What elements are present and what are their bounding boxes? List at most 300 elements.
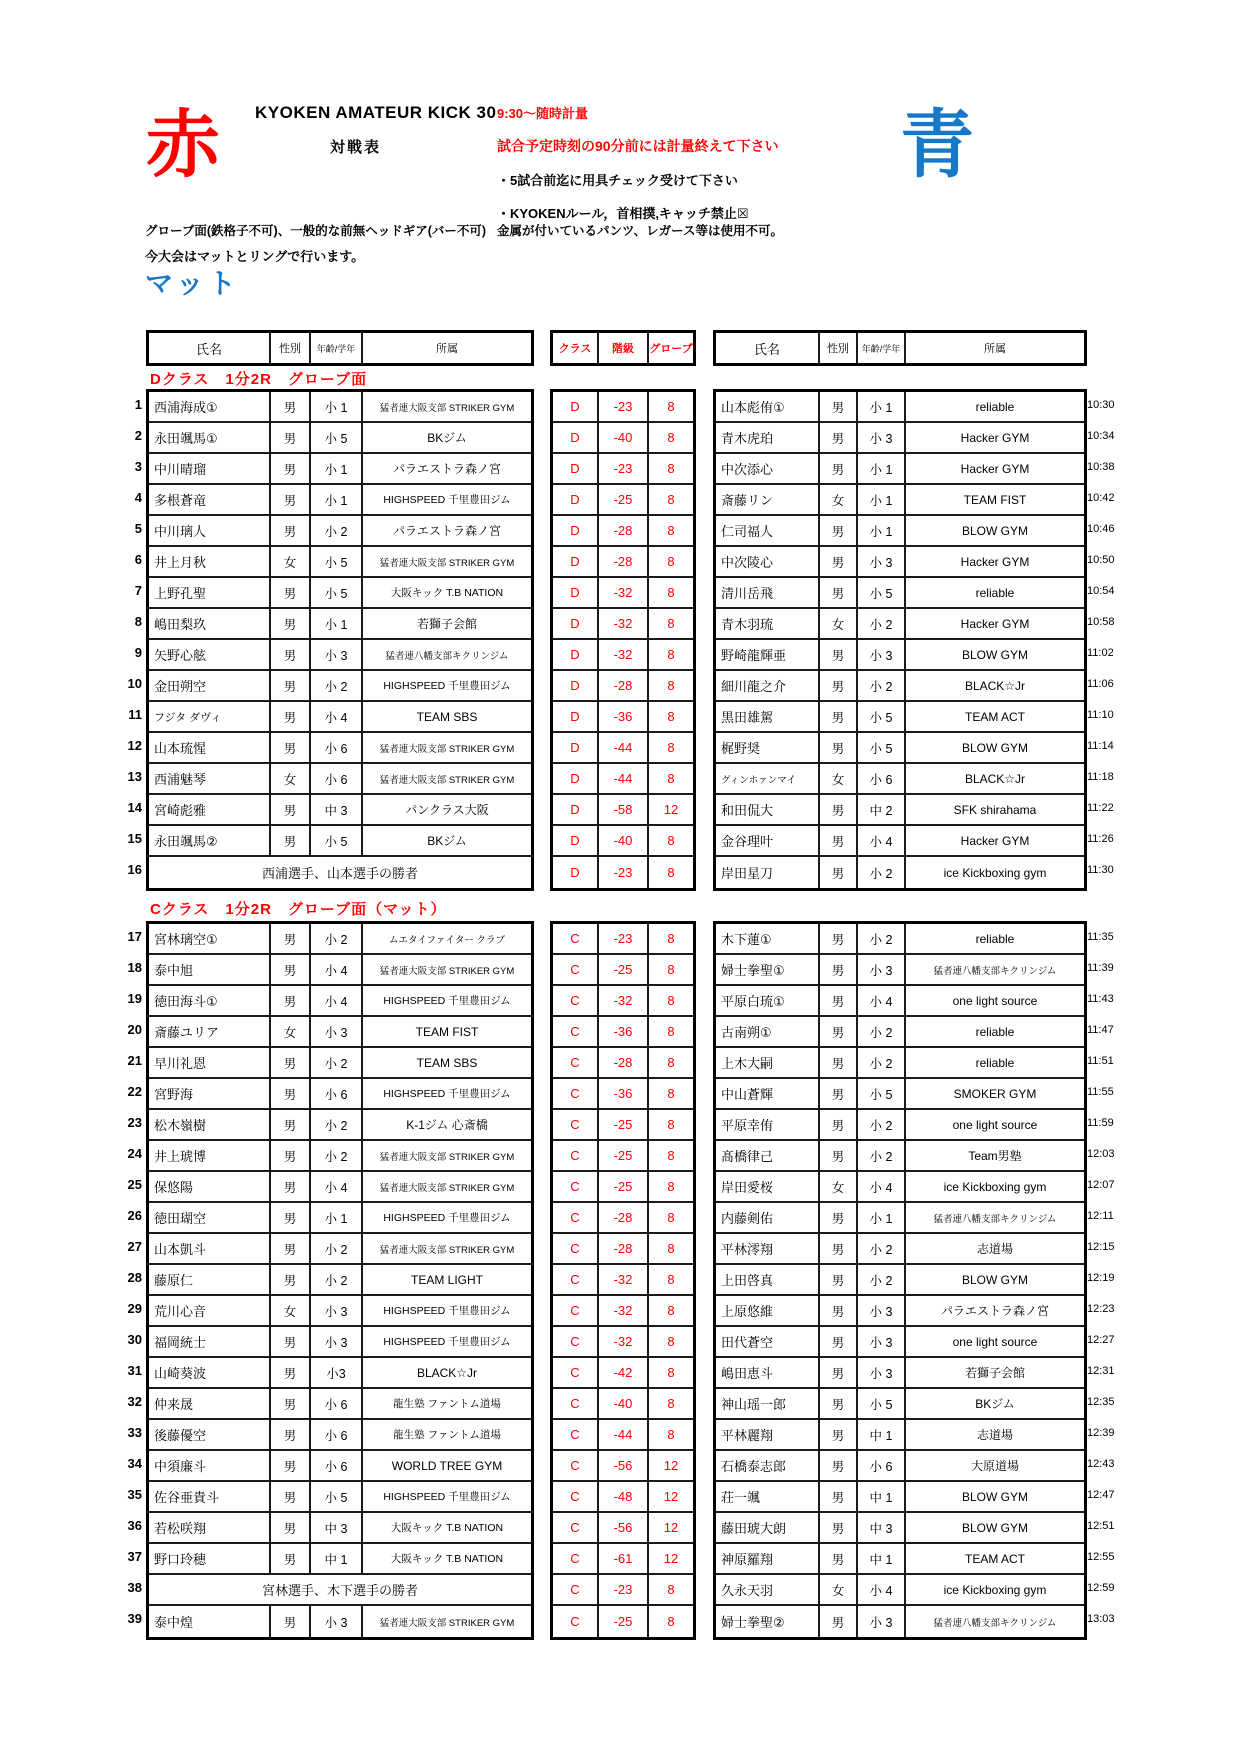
red-fighter-team: HIGHSPEED 千里豊田ジム <box>383 995 511 1007</box>
red-fighter-age: 小 6 <box>311 1389 363 1418</box>
red-fighter-gender: 男 <box>271 640 311 669</box>
blue-fighter-name: グィンホァンマイ <box>716 764 820 793</box>
match-time: 10:58 <box>1087 615 1115 628</box>
blue-fighter-name: 黒田雄駕 <box>716 702 820 731</box>
red-fighter-age: 小 3 <box>311 1017 363 1046</box>
match-class: D <box>553 423 599 452</box>
red-fighter-name: 泰中旭 <box>149 955 271 984</box>
match-class: C <box>553 1606 599 1637</box>
match-weight: -40 <box>599 423 649 452</box>
class-row <box>553 924 693 955</box>
event-subtitle: 対戦表 <box>330 139 382 156</box>
blue-fighter-age: 小 2 <box>858 1017 906 1046</box>
match-class: D <box>553 516 599 545</box>
red-fighter-team: 猛者連大阪支部 STRIKER GYM <box>379 557 515 569</box>
blue-fighter-gender: 男 <box>820 1389 858 1418</box>
red-corner-row <box>149 1048 531 1079</box>
match-glove: 12 <box>663 1458 679 1473</box>
match-time: 10:30 <box>1087 398 1115 411</box>
red-fighter-team: TEAM FIST <box>415 1024 479 1039</box>
class-row <box>553 1079 693 1110</box>
blue-corner-row <box>716 1141 1084 1172</box>
match-time: 12:43 <box>1087 1457 1115 1470</box>
red-fighter-age: 小 1 <box>311 392 363 421</box>
red-fighter-gender: 男 <box>271 1110 311 1139</box>
blue-fighter-name: 荘一颯 <box>716 1482 820 1511</box>
match-time: 11:43 <box>1087 992 1114 1005</box>
blue-fighter-gender: 女 <box>820 764 858 793</box>
blue-fighter-team: BLOW GYM <box>961 1272 1028 1287</box>
blue-fighter-name: 上原悠維 <box>716 1296 820 1325</box>
red-corner-row <box>149 1389 531 1420</box>
blue-fighter-team: 志道場 <box>976 1242 1013 1256</box>
blue-fighter-age: 小 5 <box>858 1079 906 1108</box>
blue-fighter-age: 小 3 <box>858 1327 906 1356</box>
red-fighter-gender: 男 <box>271 392 311 421</box>
match-glove: 8 <box>667 771 675 786</box>
red-fighter-age: 小 2 <box>311 1048 363 1077</box>
red-fighter-name: 中川晴瑠 <box>149 454 271 483</box>
match-class: D <box>553 485 599 514</box>
match-time: 12:11 <box>1087 1209 1114 1222</box>
class-table <box>550 389 696 891</box>
match-number: 26 <box>127 1208 142 1223</box>
match-number: 15 <box>127 831 142 846</box>
match-number: 35 <box>127 1487 142 1502</box>
red-fighter-team: 龍生塾 ファントム道場 <box>393 1398 501 1410</box>
blue-fighter-team: one light source <box>952 1334 1038 1349</box>
blue-fighter-team: 猛者連八幡支部キクリンジム <box>933 1617 1057 1629</box>
match-number: 36 <box>127 1518 142 1533</box>
match-class: C <box>553 1234 599 1263</box>
red-fighter-team: 大阪キック T.B NATION <box>390 1522 504 1534</box>
match-class: C <box>553 1451 599 1480</box>
blue-fighter-gender: 男 <box>820 1265 858 1294</box>
header-red-name: 氏名 <box>149 333 271 363</box>
match-number: 29 <box>127 1301 142 1316</box>
red-fighter-age: 小 4 <box>311 1172 363 1201</box>
blue-fighter-age: 小 5 <box>858 1389 906 1418</box>
red-fighter-name: 中川璃人 <box>149 516 271 545</box>
match-weight: -58 <box>599 795 649 824</box>
blue-fighter-gender: 男 <box>820 671 858 700</box>
red-corner-row <box>149 1575 531 1606</box>
match-number: 14 <box>127 800 142 815</box>
class-row <box>553 454 693 485</box>
match-glove: 8 <box>667 1055 675 1070</box>
blue-fighter-age: 小 2 <box>858 1141 906 1170</box>
red-fighter-gender: 男 <box>271 986 311 1015</box>
red-fighter-name: 佐谷亜貴斗 <box>149 1482 271 1511</box>
match-weight: -32 <box>599 1265 649 1294</box>
match-number: 28 <box>127 1270 142 1285</box>
row-number-column <box>110 389 142 885</box>
match-class: D <box>553 640 599 669</box>
header-row <box>716 333 1084 363</box>
match-glove: 8 <box>667 585 675 600</box>
red-fighter-name: 井上月秋 <box>149 547 271 576</box>
red-fighter-age: 小 2 <box>311 924 363 953</box>
blue-corner-row <box>716 485 1084 516</box>
blue-corner-row <box>716 795 1084 826</box>
blue-fighter-name: 中山蒼輝 <box>716 1079 820 1108</box>
red-corner-row <box>149 1203 531 1234</box>
match-class: C <box>553 1482 599 1511</box>
match-class: C <box>553 1141 599 1170</box>
match-number: 2 <box>134 428 142 443</box>
blue-fighter-team: Team男塾 <box>968 1149 1022 1163</box>
red-corner-row <box>149 454 531 485</box>
red-corner-row <box>149 702 531 733</box>
red-corner-row <box>149 1544 531 1575</box>
red-fighter-team: 猛者連八幡支部キクリンジム <box>385 650 509 662</box>
blue-fighter-name: 梶野奨 <box>716 733 820 762</box>
class-row <box>553 1451 693 1482</box>
red-fighter-name: 宮崎彪雅 <box>149 795 271 824</box>
red-fighter-age: 小 5 <box>311 547 363 576</box>
match-time: 12:35 <box>1087 1395 1115 1408</box>
blue-fighter-team: パラエストラ森ノ宮 <box>940 1304 1049 1318</box>
red-fighter-team: 猛者連大阪支部 STRIKER GYM <box>379 774 515 786</box>
blue-fighter-age: 小 1 <box>858 485 906 514</box>
red-corner-row <box>149 671 531 702</box>
match-weight: -32 <box>599 1327 649 1356</box>
red-fighter-name: 保悠陽 <box>149 1172 271 1201</box>
class-row <box>553 733 693 764</box>
red-corner-row <box>149 764 531 795</box>
blue-fighter-gender: 男 <box>820 826 858 855</box>
red-fighter-name: 宮野海 <box>149 1079 271 1108</box>
blue-fighter-age: 中 1 <box>858 1482 906 1511</box>
match-class: C <box>553 1203 599 1232</box>
match-number: 22 <box>127 1084 142 1099</box>
red-fighter-age: 小 6 <box>311 1451 363 1480</box>
blue-fighter-team: TEAM FIST <box>963 492 1027 507</box>
blue-corner-row <box>716 924 1084 955</box>
blue-fighter-team: BLOW GYM <box>961 1520 1028 1535</box>
blue-fighter-gender: 男 <box>820 1482 858 1511</box>
red-corner-row <box>149 609 531 640</box>
blue-fighter-team: reliable <box>975 931 1015 946</box>
blue-corner-row <box>716 1048 1084 1079</box>
match-glove: 8 <box>667 1117 675 1132</box>
blue-fighter-team: BLOW GYM <box>961 647 1028 662</box>
match-time: 12:59 <box>1087 1581 1115 1594</box>
match-weight: -25 <box>599 1172 649 1201</box>
blue-fighter-name: 岸田愛桜 <box>716 1172 820 1201</box>
blue-fighter-name: 内藤剣佑 <box>716 1203 820 1232</box>
match-weight: -32 <box>599 986 649 1015</box>
red-fighter-age: 小 1 <box>311 454 363 483</box>
match-weight: -28 <box>599 671 649 700</box>
red-corner-row <box>149 392 531 423</box>
class-row <box>553 547 693 578</box>
time-column <box>1087 389 1115 885</box>
blue-table-header <box>713 330 1087 366</box>
class-row <box>553 1017 693 1048</box>
blue-fighter-age: 中 1 <box>858 1420 906 1449</box>
match-number: 17 <box>127 929 142 944</box>
red-fighter-gender: 男 <box>271 1544 311 1573</box>
red-fighter-gender: 男 <box>271 1234 311 1263</box>
blue-fighter-name: 上田啓真 <box>716 1265 820 1294</box>
match-weight: -25 <box>599 955 649 984</box>
blue-fighter-name: 平林澪翔 <box>716 1234 820 1263</box>
red-fighter-age: 中 3 <box>311 1513 363 1542</box>
red-fighter-team: パンクラス大阪 <box>405 803 489 817</box>
match-time: 12:31 <box>1087 1364 1115 1377</box>
red-table <box>146 389 534 891</box>
blue-corner-row <box>716 1265 1084 1296</box>
match-time: 11:39 <box>1087 961 1114 974</box>
blue-fighter-gender: 男 <box>820 1451 858 1480</box>
match-class: C <box>553 1389 599 1418</box>
blue-corner-row <box>716 423 1084 454</box>
red-fighter-name: 宮林璃空① <box>149 924 271 953</box>
match-class: D <box>553 454 599 483</box>
match-weight: -44 <box>599 733 649 762</box>
class-row <box>553 826 693 857</box>
blue-fighter-team: ice Kickboxing gym <box>943 865 1047 880</box>
match-glove: 8 <box>667 1365 675 1380</box>
red-fighter-name: 斎藤ユリア <box>149 1017 271 1046</box>
match-weight: -40 <box>599 826 649 855</box>
blue-fighter-age: 小 3 <box>858 640 906 669</box>
blue-corner-row <box>716 1420 1084 1451</box>
class-row <box>553 1203 693 1234</box>
weigh-in-deadline-note: 試合予定時刻の90分前には計量終えて下さい <box>497 138 779 154</box>
blue-fighter-age: 小 5 <box>858 702 906 731</box>
blue-fighter-name: 中次陵心 <box>716 547 820 576</box>
red-fighter-gender: 男 <box>271 1172 311 1201</box>
match-time: 13:03 <box>1087 1612 1115 1625</box>
red-fighter-team: BKジム <box>427 431 467 445</box>
blue-corner-row <box>716 1544 1084 1575</box>
red-corner-row <box>149 1420 531 1451</box>
match-weight: -28 <box>599 547 649 576</box>
red-fighter-gender: 男 <box>271 1079 311 1108</box>
match-number: 16 <box>127 862 142 877</box>
red-corner-row <box>149 1513 531 1544</box>
red-fighter-name: 若松咲翔 <box>149 1513 271 1542</box>
red-corner-row <box>149 1296 531 1327</box>
red-fighter-age: 小 6 <box>311 764 363 793</box>
blue-corner-row <box>716 1358 1084 1389</box>
blue-fighter-age: 中 2 <box>858 795 906 824</box>
red-fighter-age: 小 4 <box>311 702 363 731</box>
blue-fighter-age: 小 4 <box>858 986 906 1015</box>
match-time: 11:30 <box>1087 863 1114 876</box>
match-time: 10:42 <box>1087 491 1115 504</box>
blue-fighter-name: 藤田琥大朗 <box>716 1513 820 1542</box>
match-glove: 8 <box>667 1303 675 1318</box>
red-fighter-age: 小 2 <box>311 1110 363 1139</box>
red-fighter-age: 小 6 <box>311 1079 363 1108</box>
blue-fighter-gender: 男 <box>820 702 858 731</box>
red-corner-row <box>149 547 531 578</box>
blue-fighter-team: Hacker GYM <box>960 430 1030 445</box>
blue-fighter-team: 猛者連八幡支部キクリンジム <box>933 965 1057 977</box>
red-fighter-team: 猛者連大阪支部 STRIKER GYM <box>379 1151 515 1163</box>
blue-fighter-gender: 男 <box>820 857 858 888</box>
match-class: C <box>553 1327 599 1356</box>
rules-note: ・KYOKENルール，首相撲,キャッチ禁止☒ <box>497 206 749 221</box>
red-fighter-gender: 男 <box>271 578 311 607</box>
match-glove: 8 <box>667 1241 675 1256</box>
class-row <box>553 609 693 640</box>
blue-fighter-age: 小 2 <box>858 609 906 638</box>
red-corner-row <box>149 485 531 516</box>
red-fighter-name: 西浦海成① <box>149 392 271 421</box>
match-glove: 8 <box>667 962 675 977</box>
match-glove: 8 <box>667 554 675 569</box>
blue-fighter-team: 猛者連八幡支部キクリンジム <box>933 1213 1057 1225</box>
red-fighter-name: 徳田瑚空 <box>149 1203 271 1232</box>
red-table <box>146 921 534 1640</box>
red-fighter-name: 上野孔聖 <box>149 578 271 607</box>
match-glove: 8 <box>667 1396 675 1411</box>
match-glove: 8 <box>667 1148 675 1163</box>
red-fighter-name: 山本琉惺 <box>149 733 271 762</box>
red-corner-row <box>149 733 531 764</box>
red-fighter-age: 中 3 <box>311 795 363 824</box>
blue-fighter-team: BLOW GYM <box>961 740 1028 755</box>
blue-table <box>713 921 1087 1640</box>
blue-corner-row <box>716 454 1084 485</box>
match-glove: 8 <box>667 1210 675 1225</box>
match-time: 11:59 <box>1087 1116 1114 1129</box>
red-fighter-name: 矢野心舷 <box>149 640 271 669</box>
blue-fighter-gender: 男 <box>820 454 858 483</box>
red-fighter-gender: 女 <box>271 547 311 576</box>
match-class: D <box>553 702 599 731</box>
red-corner-row <box>149 1234 531 1265</box>
blue-fighter-gender: 男 <box>820 1606 858 1637</box>
class-row <box>553 423 693 454</box>
blue-fighter-age: 小 5 <box>858 578 906 607</box>
match-glove: 8 <box>667 740 675 755</box>
match-weight: -23 <box>599 924 649 953</box>
header-blue-name: 氏名 <box>716 333 820 363</box>
red-fighter-team: 猛者連大阪支部 STRIKER GYM <box>379 965 515 977</box>
match-number: 32 <box>127 1394 142 1409</box>
red-fighter-gender: 男 <box>271 1420 311 1449</box>
match-weight: -23 <box>599 392 649 421</box>
red-fighter-age: 小 3 <box>311 1327 363 1356</box>
header-red-gender: 性別 <box>271 333 311 363</box>
red-fighter-name: 嶋田梨玖 <box>149 609 271 638</box>
match-class: D <box>553 733 599 762</box>
red-fighter-name: 永田颯馬① <box>149 423 271 452</box>
blue-fighter-age: 小 6 <box>858 764 906 793</box>
blue-fighter-gender: 男 <box>820 423 858 452</box>
blue-fighter-gender: 男 <box>820 1296 858 1325</box>
match-time: 11:35 <box>1087 930 1114 943</box>
blue-fighter-gender: 男 <box>820 516 858 545</box>
red-fighter-name: 永田颯馬② <box>149 826 271 855</box>
red-fighter-age: 小 4 <box>311 986 363 1015</box>
blue-corner-row <box>716 547 1084 578</box>
match-glove: 8 <box>667 461 675 476</box>
red-fighter-team: K-1ジム 心斎橋 <box>406 1118 488 1132</box>
blue-table <box>713 389 1087 891</box>
blue-fighter-age: 小 5 <box>858 733 906 762</box>
red-fighter-age: 小 1 <box>311 609 363 638</box>
blue-fighter-name: 久永天羽 <box>716 1575 820 1604</box>
blue-fighter-team: BLACK☆Jr <box>964 678 1026 693</box>
blue-corner-row <box>716 1389 1084 1420</box>
red-corner-row <box>149 1079 531 1110</box>
red-fighter-gender: 男 <box>271 826 311 855</box>
red-fighter-team: 猛者連大阪支部 STRIKER GYM <box>379 1617 515 1629</box>
match-class: D <box>553 578 599 607</box>
match-number: 1 <box>134 397 142 412</box>
red-fighter-name: 野口玲穂 <box>149 1544 271 1573</box>
red-fighter-name: 金田朔空 <box>149 671 271 700</box>
match-glove: 8 <box>667 647 675 662</box>
red-corner-row <box>149 423 531 454</box>
blue-fighter-gender: 男 <box>820 1420 858 1449</box>
blue-fighter-name: 金谷理叶 <box>716 826 820 855</box>
match-class: C <box>553 1110 599 1139</box>
blue-fighter-team: TEAM ACT <box>964 1551 1025 1566</box>
blue-fighter-age: 小 6 <box>858 1451 906 1480</box>
match-time: 11:14 <box>1087 739 1114 752</box>
match-class: D <box>553 671 599 700</box>
match-time: 12:07 <box>1087 1178 1115 1191</box>
match-time: 11:47 <box>1087 1023 1114 1036</box>
match-time: 11:18 <box>1087 770 1114 783</box>
match-glove: 8 <box>667 1427 675 1442</box>
red-fighter-age: 小3 <box>311 1358 363 1387</box>
blue-fighter-age: 小 2 <box>858 924 906 953</box>
red-fighter-gender: 男 <box>271 733 311 762</box>
red-fighter-age: 小 6 <box>311 1420 363 1449</box>
class-row <box>553 1482 693 1513</box>
blue-fighter-gender: 男 <box>820 733 858 762</box>
match-class: C <box>553 1079 599 1108</box>
class-row <box>553 485 693 516</box>
blue-fighter-age: 小 4 <box>858 826 906 855</box>
blue-fighter-gender: 男 <box>820 986 858 1015</box>
match-weight: -23 <box>599 454 649 483</box>
match-number: 8 <box>134 614 142 629</box>
match-number: 9 <box>134 645 142 660</box>
class-row <box>553 1420 693 1451</box>
blue-fighter-age: 小 1 <box>858 454 906 483</box>
class-table <box>550 921 696 1640</box>
red-corner-row <box>149 578 531 609</box>
blue-fighter-team: TEAM ACT <box>964 709 1025 724</box>
header-weight: 階級 <box>599 333 649 363</box>
red-merged-note: 宮林選手、木下選手の勝者 <box>261 1583 418 1598</box>
match-glove: 8 <box>667 1582 675 1597</box>
match-weight: -28 <box>599 1234 649 1263</box>
class-row <box>553 1575 693 1606</box>
match-time: 11:02 <box>1087 646 1114 659</box>
blue-fighter-name: 平原白琉① <box>716 986 820 1015</box>
match-glove: 8 <box>667 709 675 724</box>
blue-fighter-name: 野崎龍輝亜 <box>716 640 820 669</box>
blue-fighter-name: 石橋泰志郎 <box>716 1451 820 1480</box>
red-corner-row <box>149 640 531 671</box>
red-fighter-age: 小 3 <box>311 1296 363 1325</box>
blue-fighter-age: 小 2 <box>858 1234 906 1263</box>
match-glove: 12 <box>663 1551 679 1566</box>
match-number: 7 <box>134 583 142 598</box>
red-table-header <box>146 330 534 366</box>
match-class: C <box>553 1513 599 1542</box>
